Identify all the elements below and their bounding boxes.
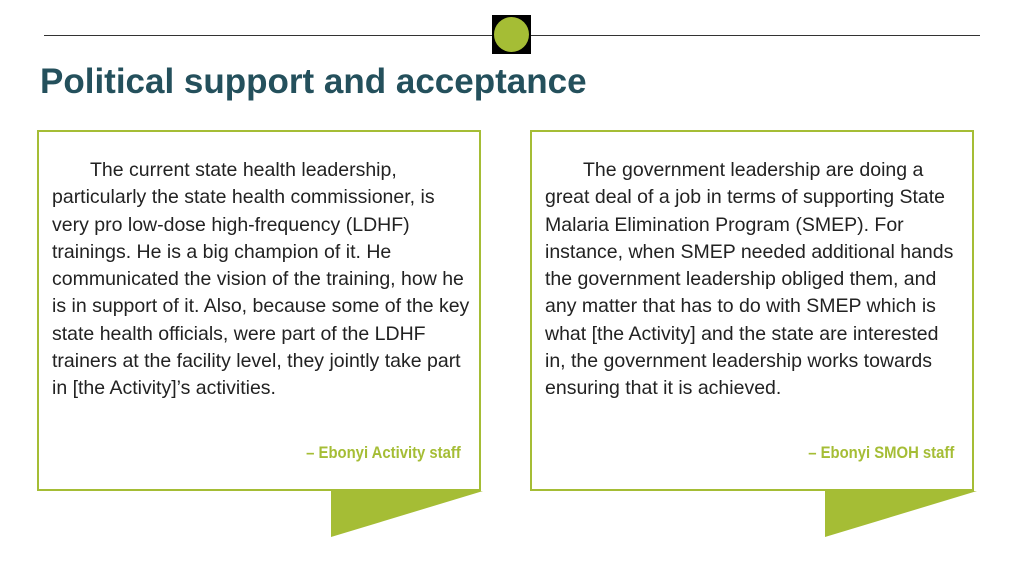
green-circle-icon: [494, 17, 529, 52]
quote-card-right: [530, 130, 974, 491]
quote-attribution-right: – Ebonyi SMOH staff: [807, 444, 954, 462]
quote-attribution-left: – Ebonyi Activity staff: [306, 444, 461, 462]
header-circle-marker: [492, 15, 531, 54]
speech-bubble-tail-left: [331, 491, 483, 537]
slide-title: Political support and acceptance: [40, 62, 587, 101]
speech-bubble-tail-right: [825, 491, 977, 537]
quote-text-left: The current state health leadership, particularly the state health commissioner, is very pro low-dose high-frequency (LDHF) trainings. He is a big champion of it. He communicated the vision of the training, how he is in support of it. Also, because some of the key state health officials, were part of the LDHF trainers at the facility level, they jointly take part in [the Activity]’s activities.: [52, 159, 470, 400]
quote-text-right: The government leadership are doing a great deal of a job in terms of supporting State Malaria Elimination Program (SMEP). For instance, when SMEP needed additional hands the government leadership obliged them, and any matter that has to do with SMEP which is what [the Activity] and the state are interested in, the government leadership works towards ensuring that it is achieved.: [545, 159, 954, 400]
quote-card-left: [37, 130, 481, 491]
